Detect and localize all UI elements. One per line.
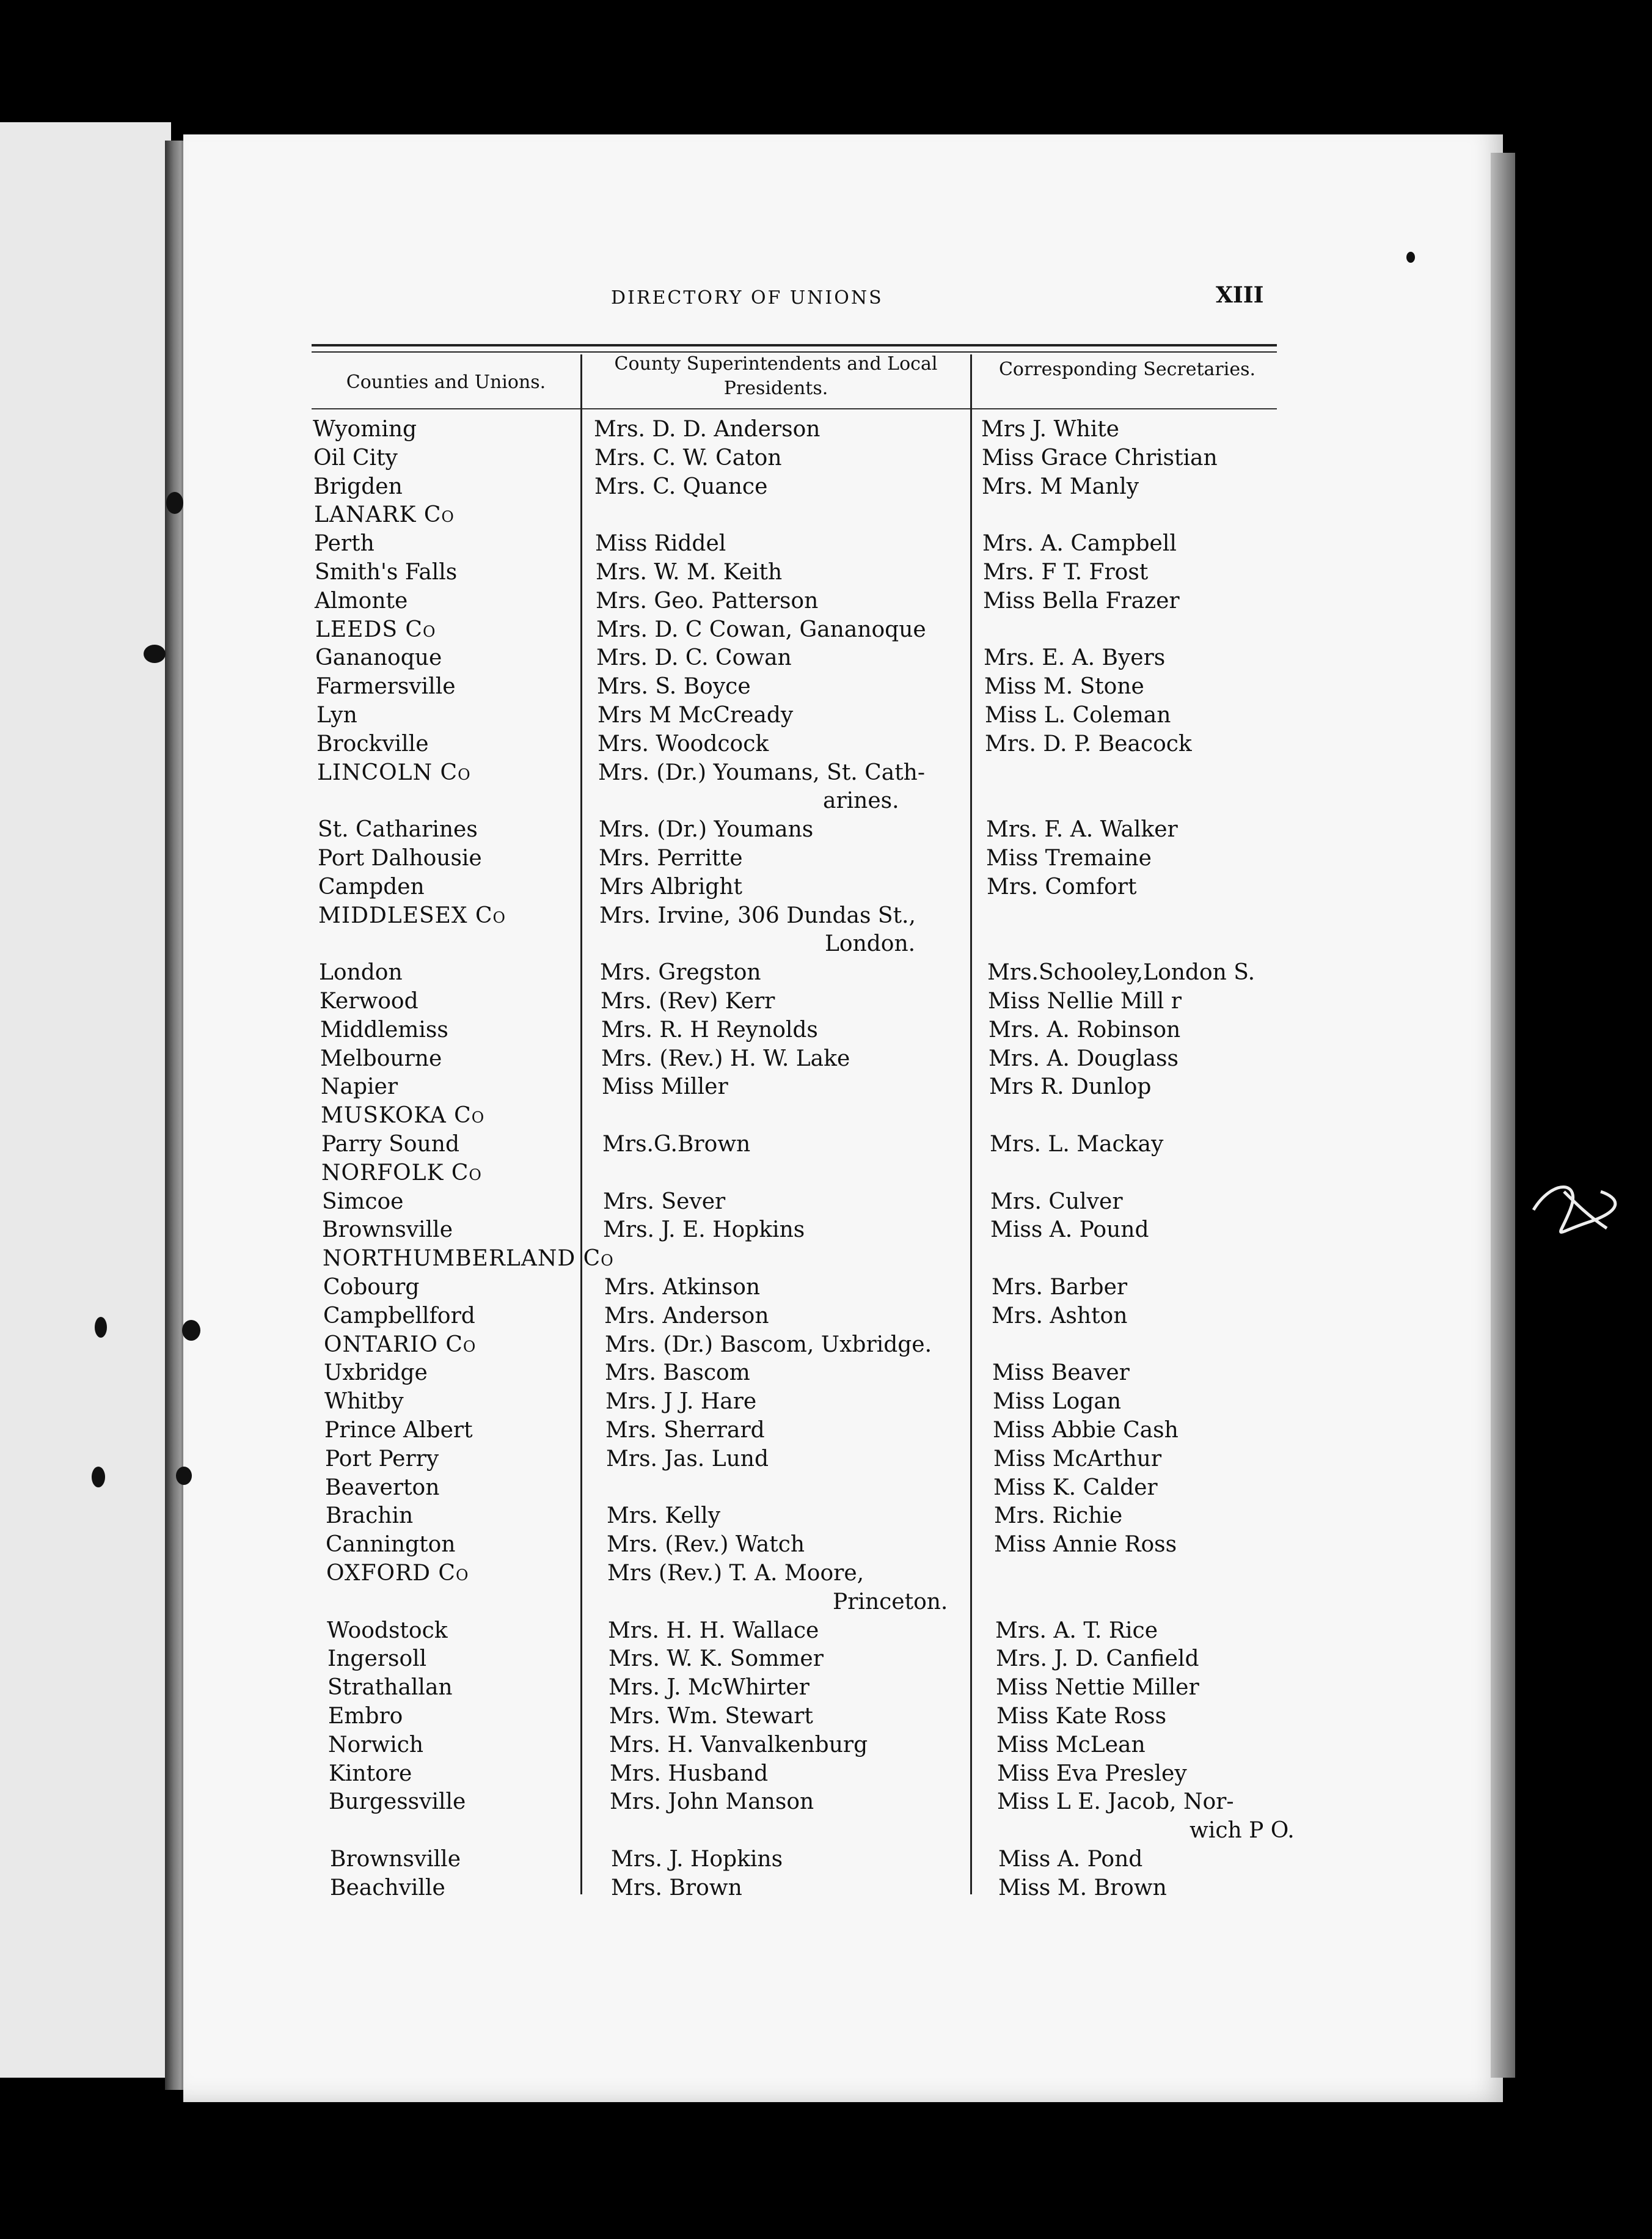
secretary-name: Miss Abbie Cash <box>993 1418 1179 1443</box>
binding-hole <box>95 1317 107 1338</box>
president-name: Mrs. (Rev.) Watch <box>607 1532 805 1558</box>
president-name: Mrs. W. M. Keith <box>596 560 783 585</box>
secretary-name: Miss Tremaine <box>986 846 1152 871</box>
binding-hole <box>176 1467 192 1485</box>
table-row <box>0 759 1652 787</box>
union-name: Beachville <box>330 1875 445 1900</box>
union-name: Beaverton <box>325 1475 440 1500</box>
secretary-name: Mrs. Richie <box>994 1503 1123 1529</box>
secretary-name: Mrs J. White <box>981 417 1119 442</box>
table-row <box>0 1302 1652 1330</box>
president-name: arines. <box>823 788 899 814</box>
table-row <box>0 1845 1652 1874</box>
table-row <box>0 559 1652 587</box>
table-row <box>0 1617 1652 1645</box>
table-row <box>0 1188 1652 1216</box>
president-name: Mrs. Woodcock <box>598 731 769 757</box>
secretary-name: Mrs. Barber <box>992 1275 1128 1300</box>
table-row <box>0 702 1652 730</box>
table-row <box>0 1045 1652 1073</box>
union-name: Burgessville <box>329 1789 466 1815</box>
binding-hole <box>144 645 166 663</box>
president-name: Mrs. D. C. Cowan <box>596 645 792 671</box>
president-name: Mrs. Jas. Lund <box>606 1446 769 1471</box>
table-row <box>0 1588 1652 1616</box>
union-name: Perth <box>314 531 375 557</box>
union-name: LINCOLN Co <box>317 760 471 785</box>
president-name: Mrs. (Rev.) H. W. Lake <box>601 1046 850 1071</box>
president-name: Miss Riddel <box>595 531 726 557</box>
president-name: Mrs. Wm. Stewart <box>609 1704 813 1729</box>
union-name: Smith's Falls <box>315 560 458 585</box>
secretary-name: Miss Kate Ross <box>996 1704 1167 1729</box>
secretary-name: Mrs. A. Robinson <box>989 1017 1181 1043</box>
union-name: NORFOLK Co <box>321 1160 482 1185</box>
president-name: Mrs. J. E. Hopkins <box>603 1217 805 1243</box>
union-name: St. Catharines <box>318 817 478 843</box>
table-row <box>0 1702 1652 1731</box>
secretary-name: Mrs. Ashton <box>992 1303 1128 1328</box>
union-name: Almonte <box>315 588 408 614</box>
table-row <box>0 1388 1652 1416</box>
secretary-name: Mrs. L. Mackay <box>990 1132 1164 1157</box>
president-name: Mrs. Bascom <box>605 1360 750 1386</box>
binding-hole <box>166 492 183 514</box>
president-name: Mrs.G.Brown <box>602 1132 751 1157</box>
table-row <box>0 1531 1652 1559</box>
secretary-name: Mrs. A. Campbell <box>982 531 1177 557</box>
table-row <box>0 1817 1652 1845</box>
column-header-presidents <box>583 352 968 401</box>
table-row <box>0 787 1652 815</box>
president-name: Mrs (Rev.) T. A. Moore, <box>607 1561 864 1586</box>
union-name: Strathallan <box>327 1675 453 1701</box>
union-name: NORTHUMBERLAND Co <box>323 1246 614 1272</box>
secretary-name: Miss Logan <box>993 1389 1122 1415</box>
table-row <box>0 1216 1652 1244</box>
secretary-name: Miss McArthur <box>993 1446 1162 1471</box>
table-row <box>0 616 1652 644</box>
union-name: Brigden <box>313 474 403 499</box>
table-row <box>0 1016 1652 1044</box>
president-name: Mrs. Sever <box>603 1189 726 1214</box>
president-name: Mrs. John Manson <box>610 1789 814 1815</box>
president-name: Mrs. (Dr.) Bascom, Uxbridge. <box>605 1332 932 1357</box>
secretary-name: Miss K. Calder <box>993 1475 1158 1500</box>
president-name: Mrs Albright <box>599 874 742 900</box>
page-number: XIII <box>1216 282 1264 308</box>
president-name: Princeton. <box>833 1589 948 1614</box>
table-row <box>0 1474 1652 1502</box>
table-row <box>0 1416 1652 1445</box>
secretary-name: Miss McLean <box>996 1732 1146 1757</box>
president-name: Mrs M McCready <box>598 703 794 728</box>
union-name: Cannington <box>326 1532 456 1558</box>
union-name: Port Perry <box>325 1446 439 1471</box>
table-row <box>0 1874 1652 1902</box>
column-header-secretaries: Corresponding Secretaries. <box>998 359 1256 380</box>
table-row <box>0 730 1652 758</box>
union-name: Woodstock <box>327 1618 448 1643</box>
column-header-presidents-line2: Presidents. <box>723 378 828 399</box>
secretary-name: Miss Eva Presley <box>997 1761 1187 1786</box>
union-name: Kintore <box>329 1761 412 1786</box>
secretary-name: Mrs. J. D. Canfield <box>996 1646 1199 1672</box>
table-row <box>0 1760 1652 1788</box>
table-row <box>0 902 1652 930</box>
binding-hole <box>182 1320 200 1341</box>
union-name: Embro <box>328 1704 403 1729</box>
president-name: Mrs. C. W. Caton <box>594 445 782 471</box>
union-name: LANARK Co <box>314 502 455 528</box>
union-name: Ingersoll <box>327 1646 427 1672</box>
president-name: Mrs. Husband <box>610 1761 769 1786</box>
running-header: DIRECTORY OF UNIONS <box>611 287 883 309</box>
secretary-name: Mrs R. Dunlop <box>989 1074 1152 1100</box>
table-row <box>0 587 1652 615</box>
union-name: Gananoque <box>315 645 442 671</box>
union-name: Melbourne <box>320 1046 442 1071</box>
table-row <box>0 1559 1652 1588</box>
table-row <box>0 988 1652 1016</box>
binding-hole <box>92 1467 105 1487</box>
table-row <box>0 530 1652 558</box>
president-name: Mrs. J J. Hare <box>605 1389 757 1415</box>
table-row <box>0 959 1652 987</box>
secretary-name: Miss A. Pound <box>990 1217 1149 1243</box>
table-row <box>0 416 1652 444</box>
president-name: Mrs. Perritte <box>599 846 743 871</box>
secretary-name: Mrs. F. A. Walker <box>986 817 1178 843</box>
union-name: Middlemiss <box>320 1017 448 1043</box>
table-row <box>0 1445 1652 1473</box>
column-header-unions: Counties and Unions. <box>346 372 546 393</box>
column-header-rule <box>312 408 1277 409</box>
president-name: Mrs. Brown <box>611 1875 742 1900</box>
president-name: Mrs. Irvine, 306 Dundas St., <box>599 903 916 928</box>
union-name: Oil City <box>313 445 398 471</box>
president-name: Mrs. (Dr.) Youmans <box>599 817 814 843</box>
table-row <box>0 1502 1652 1530</box>
table-row <box>0 501 1652 529</box>
union-name: Wyoming <box>313 417 417 442</box>
president-name: Mrs. S. Boyce <box>597 674 751 700</box>
secretary-name: Miss M. Brown <box>998 1875 1167 1900</box>
table-row <box>0 1788 1652 1816</box>
president-name: Mrs. Gregston <box>600 960 761 986</box>
header-rule-thick <box>312 344 1277 346</box>
secretary-name: Mrs. Culver <box>990 1189 1123 1214</box>
secretary-name: Mrs.Schooley,London S. <box>987 960 1255 986</box>
table-row <box>0 1273 1652 1302</box>
secretary-name: Miss Bella Frazer <box>983 588 1180 614</box>
union-name: Cobourg <box>323 1275 420 1300</box>
union-name: MUSKOKA Co <box>321 1103 485 1129</box>
table-row <box>0 1130 1652 1159</box>
president-name: Mrs. C. Quance <box>594 474 768 499</box>
president-name: Mrs. Sherrard <box>605 1418 765 1443</box>
secretary-name: Mrs. M Manly <box>982 474 1139 499</box>
union-name: Port Dalhousie <box>318 846 482 871</box>
union-name: LEEDS Co <box>315 617 436 642</box>
president-name: Miss Miller <box>602 1074 728 1100</box>
union-name: Brownsville <box>330 1847 461 1872</box>
secretary-name: Mrs. A. T. Rice <box>995 1618 1158 1643</box>
union-name: Lyn <box>316 703 357 728</box>
table-row <box>0 1731 1652 1759</box>
president-name: Mrs. D. C Cowan, Gananoque <box>596 617 926 642</box>
secretary-name: Miss L E. Jacob, Nor- <box>997 1789 1234 1815</box>
union-name: Whitby <box>324 1389 404 1415</box>
union-name: Campden <box>318 874 425 900</box>
secretary-name: Miss Annie Ross <box>994 1532 1177 1558</box>
union-name: Prince Albert <box>324 1418 473 1443</box>
table-row <box>0 845 1652 873</box>
union-name: Simcoe <box>322 1189 404 1214</box>
union-name: MIDDLESEX Co <box>318 903 506 928</box>
president-name: Mrs. H. Vanvalkenburg <box>609 1732 868 1757</box>
secretary-name: Mrs. E. A. Byers <box>984 645 1166 671</box>
president-name: Mrs. Kelly <box>607 1503 721 1529</box>
secretary-name: Miss Grace Christian <box>982 445 1218 471</box>
union-name: Norwich <box>328 1732 424 1757</box>
table-row <box>0 816 1652 844</box>
secretary-name: Miss Nellie Mill r <box>988 989 1182 1014</box>
president-name: Mrs. H. H. Wallace <box>608 1618 819 1643</box>
table-row <box>0 1245 1652 1273</box>
union-name: Farmersville <box>316 674 456 700</box>
table-row <box>0 1359 1652 1387</box>
table-row <box>0 1674 1652 1702</box>
secretary-name: Miss Nettie Miller <box>996 1675 1199 1701</box>
president-name: Mrs. R. H Reynolds <box>601 1017 818 1043</box>
margin-doodle <box>1527 1173 1625 1240</box>
union-name: Campbellford <box>323 1303 475 1328</box>
union-name: Parry Sound <box>321 1132 460 1157</box>
table-row <box>0 1102 1652 1130</box>
scan-speck <box>1406 252 1415 263</box>
union-name: Brachin <box>326 1503 414 1529</box>
table-row <box>0 1159 1652 1187</box>
secretary-name: Miss A. Pond <box>998 1847 1143 1872</box>
union-name: Brownsville <box>322 1217 453 1243</box>
union-name: London <box>319 960 403 986</box>
president-name: Mrs. Anderson <box>604 1303 769 1328</box>
president-name: Mrs. Atkinson <box>604 1275 761 1300</box>
secretary-name: Miss Beaver <box>992 1360 1130 1386</box>
table-row <box>0 873 1652 901</box>
table-row <box>0 1073 1652 1101</box>
union-name: Brockville <box>316 731 429 757</box>
president-name: Mrs. (Dr.) Youmans, St. Cath- <box>598 760 926 785</box>
union-name: Uxbridge <box>324 1360 428 1386</box>
table-row <box>0 644 1652 672</box>
president-name: Mrs. Geo. Patterson <box>596 588 819 614</box>
secretary-name: Mrs. D. P. Beacock <box>985 731 1192 757</box>
secretary-name: Miss L. Coleman <box>985 703 1171 728</box>
president-name: Mrs. J. Hopkins <box>611 1847 783 1872</box>
president-name: London. <box>825 931 916 957</box>
secretary-name: Mrs. A. Douglass <box>989 1046 1179 1071</box>
table-row <box>0 1331 1652 1359</box>
table-row <box>0 673 1652 701</box>
secretary-name: Mrs. F T. Frost <box>983 560 1149 585</box>
union-name: ONTARIO Co <box>324 1332 477 1357</box>
secretary-name: Mrs. Comfort <box>987 874 1137 900</box>
secretary-name: Miss M. Stone <box>984 674 1144 700</box>
union-name: Napier <box>321 1074 398 1100</box>
table-row <box>0 473 1652 501</box>
secretary-name: wich P O. <box>1190 1818 1295 1844</box>
union-name: OXFORD Co <box>326 1561 469 1586</box>
table-row <box>0 1645 1652 1673</box>
union-name: Kerwood <box>320 989 418 1014</box>
president-name: Mrs. (Rev) Kerr <box>601 989 775 1014</box>
table-row <box>0 444 1652 472</box>
president-name: Mrs. D. D. Anderson <box>594 417 821 442</box>
president-name: Mrs. W. K. Sommer <box>609 1646 824 1672</box>
table-row <box>0 930 1652 958</box>
column-header-presidents-line1: County Superintendents and Local <box>614 353 938 375</box>
president-name: Mrs. J. McWhirter <box>609 1675 810 1701</box>
